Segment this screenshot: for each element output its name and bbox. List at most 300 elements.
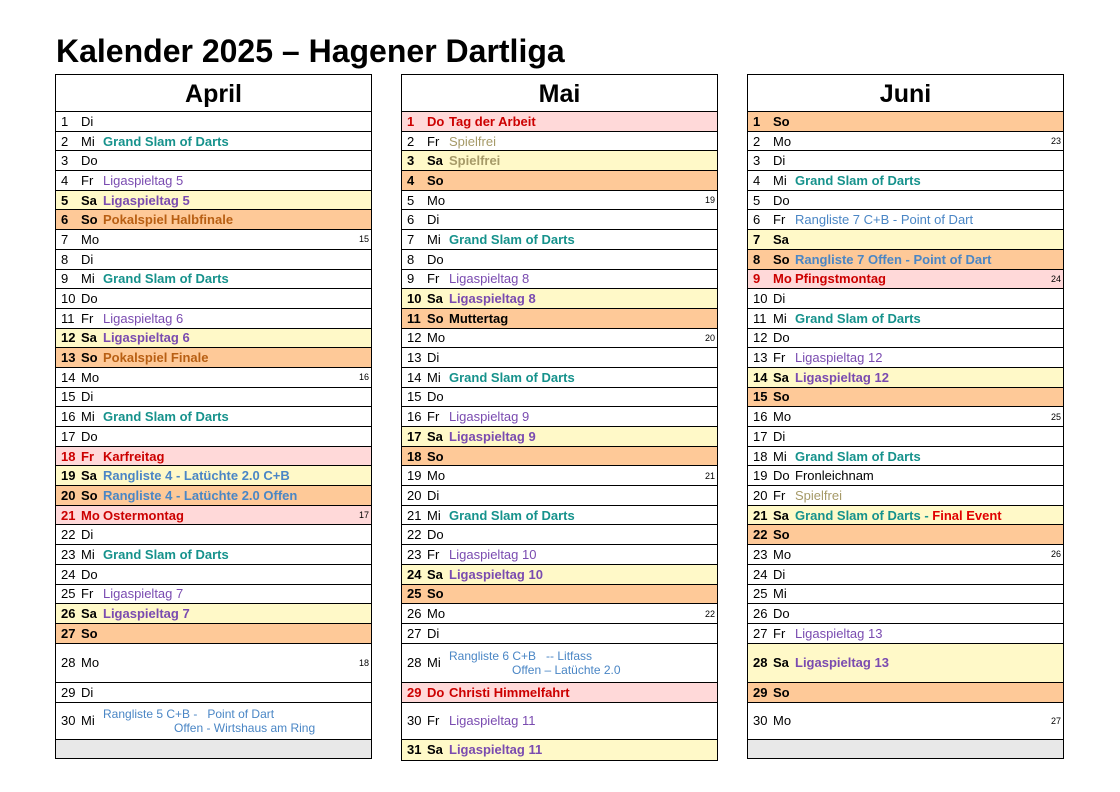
day-label [61, 348, 98, 367]
day-label [61, 486, 98, 505]
day-row [402, 545, 717, 565]
event-text [103, 171, 353, 190]
event-part: Ligaspieltag 11 [449, 713, 536, 729]
day-label [753, 151, 785, 170]
day-label [61, 112, 93, 131]
weekday: Di [427, 625, 440, 641]
day-list [56, 112, 371, 758]
day-row [56, 230, 371, 250]
day-label [61, 525, 93, 544]
event-part: Ligaspieltag 13 [795, 625, 883, 641]
day-label [61, 624, 98, 643]
day-number: 23 [61, 546, 76, 562]
day-number: 14 [753, 369, 768, 385]
day-label [753, 230, 789, 249]
weekday: Fr [427, 409, 440, 425]
day-row [56, 604, 371, 624]
day-label [407, 171, 444, 190]
event-text [103, 585, 353, 604]
day-row [402, 624, 717, 644]
day-row [402, 210, 717, 230]
event-part: Grand Slam of Darts [103, 546, 229, 562]
day-row [748, 368, 1063, 388]
day-number: 9 [61, 271, 69, 287]
day-label [407, 565, 443, 584]
day-label [753, 525, 790, 544]
day-number: 30 [61, 713, 76, 729]
day-label [753, 565, 785, 584]
day-number: 13 [61, 350, 76, 366]
day-number: 1 [407, 113, 415, 129]
weekday: Di [81, 527, 94, 543]
day-number: 28 [753, 655, 768, 671]
event-part: Rangliste 4 - Latüchte 2.0 C+B [103, 468, 290, 484]
day-row [748, 388, 1063, 408]
event-text [795, 171, 1045, 190]
weekday: Sa [773, 507, 789, 523]
day-label [61, 171, 93, 190]
day-row [56, 525, 371, 545]
day-row [748, 171, 1063, 191]
day-number: 5 [61, 192, 69, 208]
event-part: Grand Slam of Darts [795, 448, 921, 464]
day-row [402, 683, 717, 703]
day-row [56, 447, 371, 467]
day-number: 18 [753, 448, 768, 464]
event-part: Ligaspieltag 6 [103, 330, 190, 346]
event-part: Grand Slam of Darts [795, 507, 921, 523]
day-row [748, 151, 1063, 171]
event-text [103, 466, 353, 485]
event-part: Grand Slam of Darts [795, 172, 921, 188]
event-text [795, 210, 1045, 229]
day-row [402, 151, 717, 171]
week-number: 17 [358, 510, 369, 521]
day-number: 21 [407, 507, 422, 523]
day-row [748, 703, 1063, 740]
event-text [795, 368, 1045, 387]
weekday: Mi [81, 271, 95, 287]
day-label [407, 270, 439, 289]
day-row [402, 191, 717, 211]
event-text [795, 270, 1045, 289]
day-row [56, 250, 371, 270]
event-text [795, 506, 1045, 525]
weekday: Fr [773, 350, 786, 366]
weekday: Mi [773, 448, 787, 464]
day-row [56, 644, 371, 683]
weekday: Di [81, 251, 94, 267]
day-label [61, 644, 99, 682]
event-part: Ligaspieltag 7 [103, 606, 190, 622]
day-number: 31 [407, 742, 422, 758]
weekday: So [773, 251, 790, 267]
weekday: Mo [81, 655, 100, 671]
event-part: Final Event [932, 507, 1002, 523]
day-row [402, 368, 717, 388]
weekday: Di [773, 428, 786, 444]
event-text [449, 132, 699, 151]
day-row [56, 329, 371, 349]
event-text [103, 447, 353, 466]
day-label [61, 289, 98, 308]
day-number: 22 [407, 527, 422, 543]
event-text [103, 191, 353, 210]
event-text [795, 250, 1045, 269]
day-list [402, 112, 717, 760]
day-row [56, 565, 371, 585]
weekday: So [427, 172, 444, 188]
day-row [56, 368, 371, 388]
day-row [56, 585, 371, 605]
day-label [61, 191, 97, 210]
day-number: 27 [753, 625, 768, 641]
day-row [748, 191, 1063, 211]
day-list [748, 112, 1063, 758]
event-text [103, 210, 353, 229]
day-row [402, 250, 717, 270]
weekday: Mo [81, 231, 100, 247]
weekday: Fr [81, 172, 94, 188]
day-number: 26 [407, 606, 422, 622]
event-text [103, 545, 353, 564]
weekday: Sa [81, 468, 97, 484]
event-text [795, 644, 1045, 682]
day-row [402, 427, 717, 447]
event-part: Pfingstmontag [795, 271, 886, 287]
day-label [61, 585, 93, 604]
event-part: Grand Slam of Darts [103, 271, 229, 287]
weekday: Sa [773, 231, 789, 247]
month-title: Juni [748, 75, 1063, 112]
weekday: Do [773, 192, 790, 208]
day-label [61, 230, 99, 249]
weekday: Do [81, 566, 98, 582]
month-title: Mai [402, 75, 717, 112]
weekday: Do [81, 428, 98, 444]
day-row [748, 289, 1063, 309]
day-label [753, 388, 790, 407]
weekday: So [427, 310, 444, 326]
day-label [61, 466, 97, 485]
day-label [61, 427, 98, 446]
weekday: Mi [81, 409, 95, 425]
event-part: - [920, 507, 933, 523]
day-row [748, 348, 1063, 368]
day-number: 29 [61, 684, 76, 700]
weekday: Sa [427, 566, 443, 582]
day-label [61, 545, 95, 564]
day-label [407, 506, 441, 525]
day-row [402, 132, 717, 152]
day-row [402, 525, 717, 545]
event-text [449, 151, 699, 170]
day-number: 16 [61, 409, 76, 425]
day-number: 27 [407, 625, 422, 641]
weekday: Mi [427, 655, 441, 671]
day-number: 5 [753, 192, 761, 208]
event-part: Grand Slam of Darts [103, 133, 229, 149]
day-number: 4 [61, 172, 69, 188]
day-number: 2 [61, 133, 69, 149]
day-number: 8 [407, 251, 415, 267]
weekday: Di [427, 350, 440, 366]
day-label [61, 329, 97, 348]
day-label [407, 250, 444, 269]
weekday: Di [427, 212, 440, 228]
weekday: Sa [427, 428, 443, 444]
day-number: 22 [61, 527, 76, 543]
weekday: Mi [427, 231, 441, 247]
day-row [56, 407, 371, 427]
weekday: Do [773, 330, 790, 346]
day-label [753, 309, 787, 328]
day-label [407, 525, 444, 544]
weekday: Fr [81, 448, 94, 464]
day-number: 3 [61, 153, 69, 169]
day-number: 29 [407, 684, 422, 700]
day-row [748, 506, 1063, 526]
day-label [61, 368, 99, 387]
day-label [753, 703, 791, 739]
day-label [753, 289, 785, 308]
event-text [103, 506, 353, 525]
weekday: Mi [773, 172, 787, 188]
event-text [449, 740, 699, 760]
day-label [753, 348, 785, 367]
day-row [748, 644, 1063, 683]
day-row [748, 132, 1063, 152]
event-text [449, 289, 699, 308]
day-number: 26 [61, 606, 76, 622]
event-part: Ligaspieltag 5 [103, 192, 190, 208]
day-label [753, 545, 791, 564]
day-number: 20 [61, 487, 76, 503]
day-label [61, 703, 95, 739]
day-label [61, 132, 95, 151]
weekday: Fr [427, 271, 440, 287]
day-number: 27 [61, 625, 76, 641]
event-part: Ligaspieltag 12 [795, 350, 883, 366]
day-number: 25 [61, 586, 76, 602]
day-number: 8 [61, 251, 69, 267]
day-label [61, 506, 100, 525]
day-label [407, 132, 439, 151]
event-text [795, 309, 1045, 328]
day-number: 7 [61, 231, 69, 247]
weekday: So [773, 527, 790, 543]
day-row [402, 703, 717, 740]
event-text [795, 624, 1045, 643]
weekday: Di [773, 566, 786, 582]
day-label [407, 486, 439, 505]
event-part: Grand Slam of Darts [449, 507, 575, 523]
day-number: 4 [753, 172, 761, 188]
weekday: So [427, 448, 444, 464]
week-number: 26 [1050, 549, 1061, 560]
day-row [748, 407, 1063, 427]
day-row [56, 132, 371, 152]
day-number: 6 [407, 212, 415, 228]
day-label [753, 447, 787, 466]
day-number: 1 [753, 113, 761, 129]
event-part: Rangliste 4 - Latüchte 2.0 Offen [103, 487, 298, 503]
event-part: Grand Slam of Darts [103, 409, 229, 425]
day-number: 15 [61, 389, 76, 405]
day-label [753, 270, 792, 289]
day-number: 30 [753, 713, 768, 729]
event-text [449, 230, 699, 249]
day-number: 5 [407, 192, 415, 208]
day-number: 6 [61, 212, 69, 228]
day-number: 21 [61, 507, 76, 523]
week-number: 15 [358, 234, 369, 245]
day-number: 4 [407, 172, 415, 188]
weekday: Mo [773, 133, 792, 149]
day-number: 17 [753, 428, 768, 444]
day-row [748, 329, 1063, 349]
day-label [61, 210, 98, 229]
day-number: 24 [61, 566, 76, 582]
event-text [103, 407, 353, 426]
day-label [407, 151, 443, 170]
weekday: So [773, 389, 790, 405]
day-number: 15 [753, 389, 768, 405]
event-part: Ligaspieltag 11 [449, 742, 543, 758]
day-label [61, 565, 98, 584]
day-number: 6 [753, 212, 761, 228]
event-part: Muttertag [449, 310, 509, 326]
day-row [748, 604, 1063, 624]
day-number: 11 [61, 310, 75, 326]
day-number: 12 [61, 330, 76, 346]
day-number: 1 [61, 113, 69, 129]
day-row [402, 447, 717, 467]
day-row [748, 683, 1063, 703]
day-number: 21 [753, 507, 768, 523]
event-text [449, 407, 699, 426]
event-part: Ligaspieltag 8 [449, 271, 530, 287]
weekday: Sa [773, 369, 789, 385]
weekday: Mo [773, 713, 792, 729]
day-row [56, 506, 371, 526]
day-row [402, 466, 717, 486]
day-number: 30 [407, 713, 422, 729]
day-label [753, 466, 790, 485]
day-number: 7 [407, 231, 415, 247]
weekday: Mo [773, 546, 792, 562]
day-number: 23 [753, 546, 768, 562]
weekday: Mi [427, 369, 441, 385]
day-label [407, 309, 444, 328]
weekday: Fr [427, 713, 440, 729]
weekday: Di [81, 389, 94, 405]
week-number: 19 [704, 195, 715, 206]
event-text [449, 309, 699, 328]
weekday: Fr [773, 212, 786, 228]
event-part: Ligaspieltag 5 [103, 172, 184, 188]
weekday: Di [81, 113, 94, 129]
day-label [753, 191, 790, 210]
day-label [407, 683, 444, 702]
event-text [795, 466, 1045, 485]
day-number: 17 [61, 428, 76, 444]
day-label [61, 604, 97, 623]
event-text [795, 447, 1045, 466]
weekday: Sa [81, 606, 97, 622]
day-row [748, 545, 1063, 565]
day-label [61, 388, 93, 407]
weekday: Mo [773, 409, 792, 425]
day-row [56, 683, 371, 703]
day-number: 20 [407, 487, 422, 503]
day-row [402, 270, 717, 290]
week-number: 22 [704, 608, 715, 619]
weekday: Sa [81, 192, 97, 208]
day-row [402, 585, 717, 605]
day-row [56, 151, 371, 171]
event-text [449, 112, 699, 131]
event-part: Ligaspieltag 9 [449, 409, 530, 425]
event-part: Tag der Arbeit [449, 113, 536, 129]
event-text [449, 703, 699, 739]
empty-row [748, 740, 1063, 758]
day-label [407, 191, 445, 210]
day-label [753, 407, 791, 426]
day-label [61, 309, 93, 328]
weekday: Fr [427, 546, 440, 562]
weekday: Fr [81, 310, 94, 326]
weekday: Mo [427, 330, 446, 346]
day-number: 18 [61, 448, 76, 464]
event-text [449, 270, 699, 289]
weekday: Mi [773, 586, 787, 602]
event-part: Karfreitag [103, 448, 165, 464]
month-title: April [56, 75, 371, 112]
day-label [61, 270, 95, 289]
day-label [407, 230, 441, 249]
event-part: Ligaspieltag 10 [449, 546, 537, 562]
day-number: 3 [753, 153, 761, 169]
day-row [748, 210, 1063, 230]
weekday: Do [427, 684, 445, 700]
day-number: 19 [753, 468, 768, 484]
day-number: 19 [61, 468, 76, 484]
week-number: 18 [358, 657, 369, 668]
day-row [56, 171, 371, 191]
event-part: Spielfrei [449, 133, 496, 149]
month-juni [747, 74, 1064, 759]
event-part: Ligaspieltag 12 [795, 369, 889, 385]
day-row [748, 624, 1063, 644]
day-label [407, 466, 445, 485]
weekday: Mo [773, 271, 792, 287]
weekday: Mo [81, 369, 100, 385]
weekday: Sa [427, 742, 443, 758]
day-label [753, 112, 790, 131]
event-text [449, 427, 699, 446]
day-row [748, 230, 1063, 250]
weekday: Fr [773, 487, 786, 503]
event-part: Fronleichnam [795, 468, 874, 484]
weekday: Di [773, 291, 786, 307]
event-text [449, 683, 699, 702]
day-label [753, 506, 789, 525]
day-label [407, 624, 439, 643]
event-text [103, 132, 353, 151]
day-row [748, 447, 1063, 467]
day-row [56, 703, 371, 740]
